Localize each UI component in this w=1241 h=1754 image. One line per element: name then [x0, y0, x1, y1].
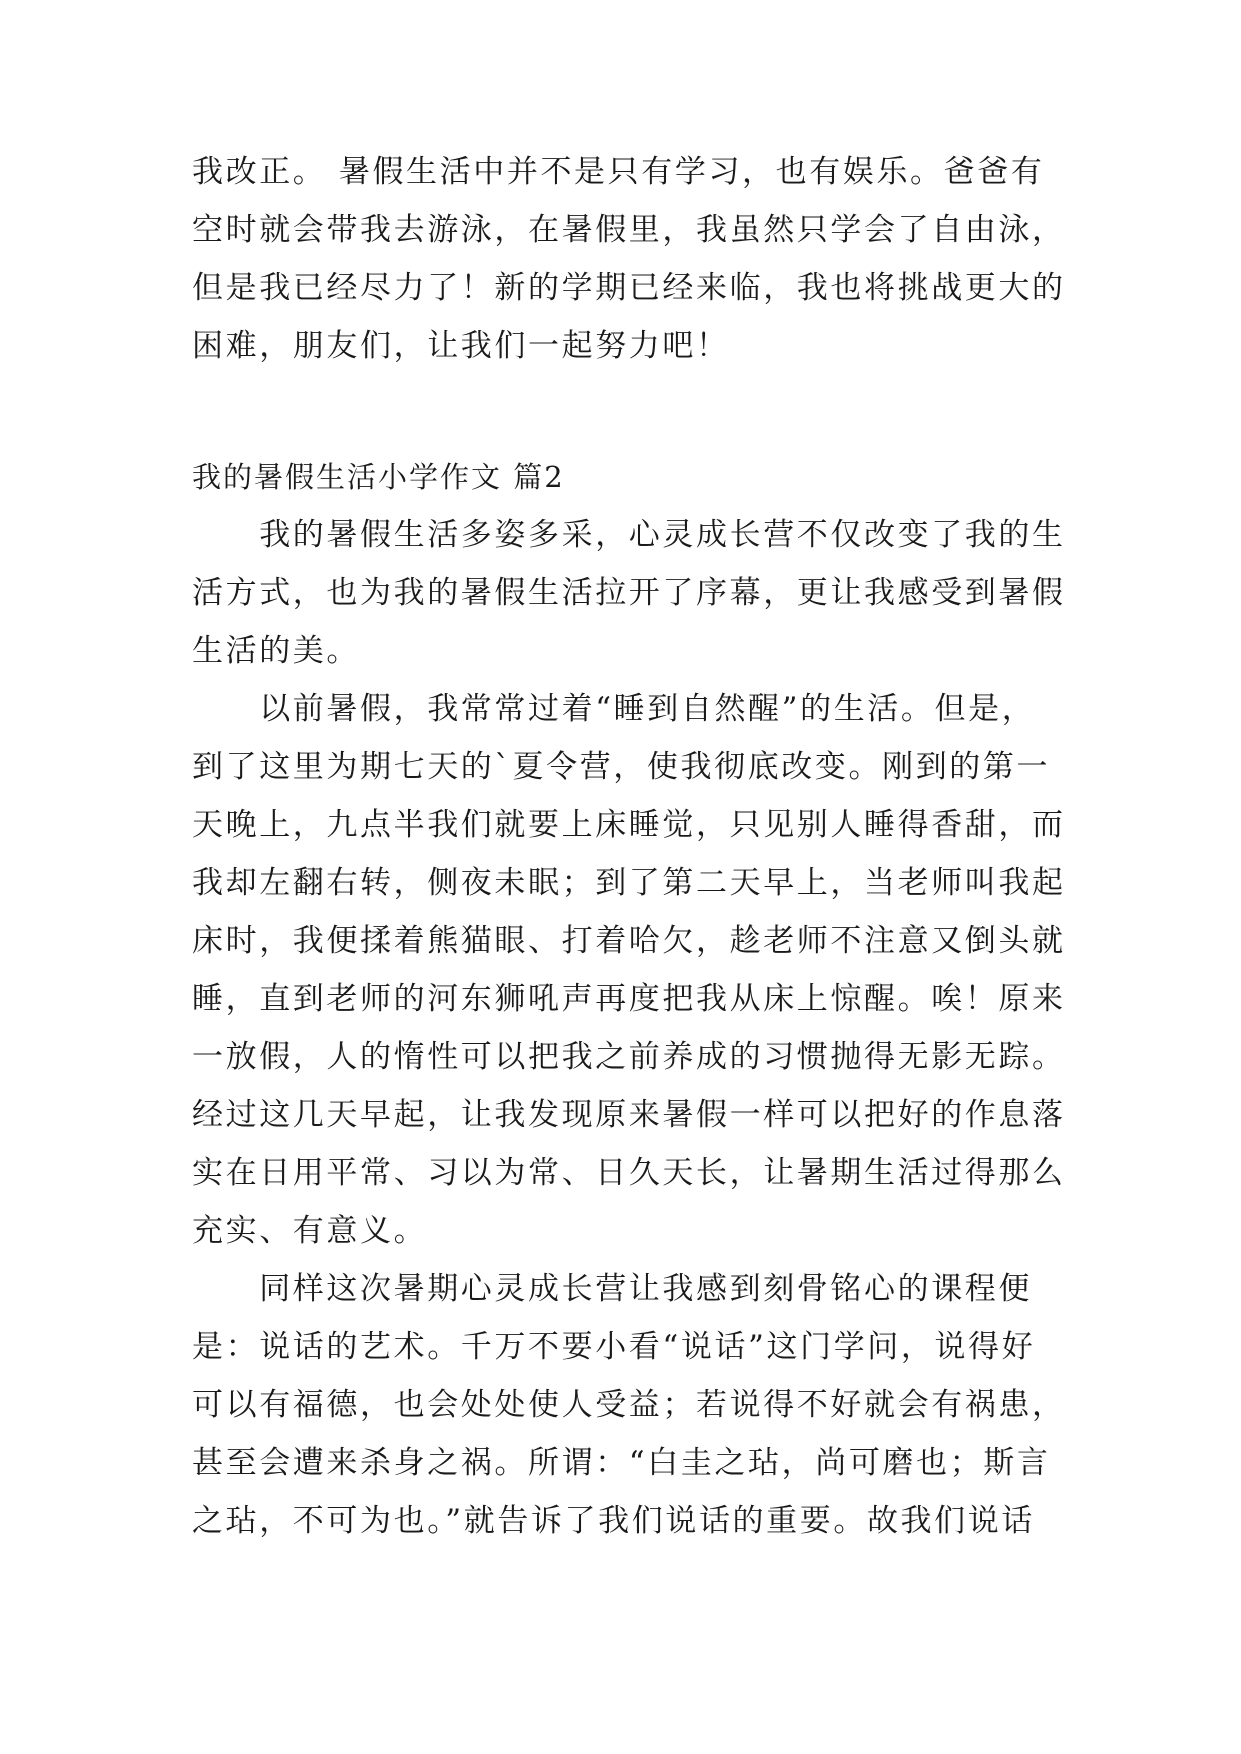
text-line: 甚至会遭来杀身之祸。所谓：“白圭之玷，尚可磨也；斯言: [192, 1445, 1051, 1481]
text-line: 生活的美。: [192, 633, 360, 669]
text-line: 充实、有意义。: [192, 1213, 428, 1249]
text-line: 活方式，也为我的暑假生活拉开了序幕，更让我感受到暑假: [192, 575, 1066, 611]
text-line: 困难，朋友们，让我们一起努力吧！: [192, 328, 730, 364]
text-line: 可以有福德，也会处处使人受益；若说得不好就会有祸患，: [192, 1387, 1066, 1423]
text-line: 我却左翻右转，侧夜未眠；到了第二天早上，当老师叫我起: [192, 865, 1066, 901]
text-line: 我改正。 暑假生活中并不是只有学习，也有娱乐。爸爸有: [192, 154, 1045, 190]
text-line: 实在日用平常、习以为常、日久天长，让暑期生活过得那么: [192, 1155, 1066, 1191]
text-line: 是：说话的艺术。千万不要小看“说话”这门学问，说得好: [192, 1329, 1036, 1365]
text-line: 以前暑假，我常常过着“睡到自然醒”的生活。但是，: [192, 691, 1036, 727]
text-line: 经过这几天早起，让我发现原来暑假一样可以把好的作息落: [192, 1097, 1066, 1133]
text-line: 但是我已经尽力了！新的学期已经来临，我也将挑战更大的: [192, 270, 1066, 306]
text-line: 空时就会带我去游泳，在暑假里，我虽然只学会了自由泳，: [192, 212, 1066, 248]
text-line: 之玷，不可为也。”就告诉了我们说话的重要。故我们说话: [192, 1503, 1035, 1539]
text-line: 我的暑假生活多姿多采，心灵成长营不仅改变了我的生: [192, 517, 1066, 553]
text-line: 同样这次暑期心灵成长营让我感到刻骨铭心的课程便: [192, 1271, 1032, 1307]
text-line: 睡，直到老师的河东狮吼声再度把我从床上惊醒。唉！原来: [192, 981, 1066, 1017]
text-line: 天晚上，九点半我们就要上床睡觉，只见别人睡得香甜，而: [192, 807, 1066, 843]
text-line: 床时，我便揉着熊猫眼、打着哈欠，趁老师不注意又倒头就: [192, 923, 1066, 959]
text-line: 一放假，人的惰性可以把我之前养成的习惯抛得无影无踪。: [192, 1039, 1066, 1075]
section-heading: 我的暑假生活小学作文 篇2: [192, 460, 565, 494]
text-line: 到了这里为期七天的`夏令营，使我彻底改变。刚到的第一: [192, 749, 1051, 785]
